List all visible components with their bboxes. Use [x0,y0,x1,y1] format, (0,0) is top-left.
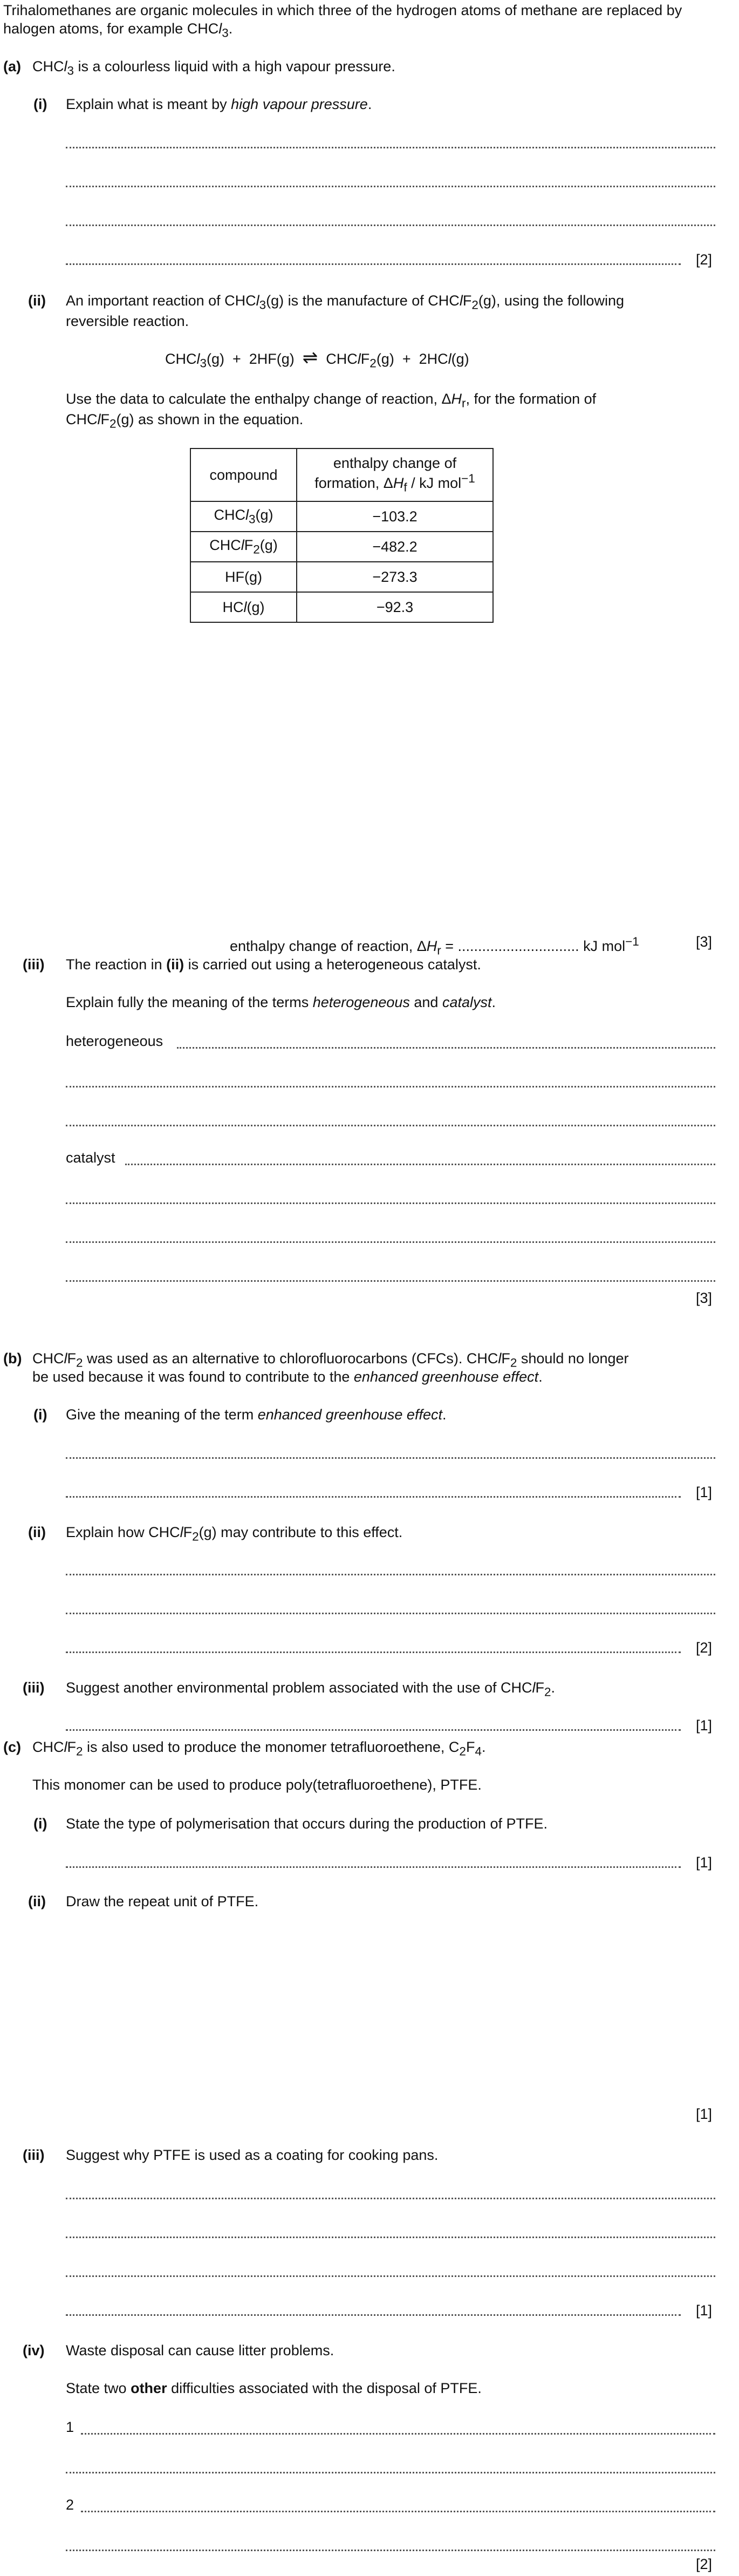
part-a-iii-question-line2: Explain fully the meaning of the terms heterogeneous and catalyst. [66,994,496,1010]
answer-line[interactable] [81,2511,715,2512]
mark-allocation: [1] [696,1854,713,1871]
answer-line[interactable] [66,2198,715,2199]
answer-line[interactable] [66,1125,715,1126]
enthalpy-answer-line[interactable]: enthalpy change of reaction, $\Delta H_r$ = .............................. kJ mol$^{-1}$ [230,935,639,957]
equilibrium-arrow-icon: ⇌ [302,348,318,368]
part-b-i-label: (i) [33,1406,47,1423]
table-header-compound: compound [190,448,297,501]
drawing-space[interactable] [66,1921,692,2099]
answer-line[interactable] [66,2550,715,2551]
table-row [190,501,493,532]
answer-line[interactable] [66,2314,681,2316]
part-a-ii-question-line1: An important reaction of CHCl$_3$(g) is the manufacture of CHClF$_2$(g), using the following [66,293,624,312]
answer-line[interactable] [66,225,715,226]
answer-line[interactable] [66,2275,715,2277]
answer-line[interactable] [66,186,715,187]
answer-line[interactable] [66,1202,715,1204]
table-row [190,532,493,562]
compound-cell: HF(g) [190,562,297,592]
part-b-iii-question: Suggest another environmental problem associated with the use of CHClF$_2$. [66,1680,556,1699]
part-c-stem-line2: This monomer can be used to produce poly(tetrafluoroethene), PTFE. [32,1777,482,1793]
answer-line[interactable] [66,1457,715,1459]
part-a-iii-label: (iii) [23,956,45,973]
mark-allocation: [3] [696,934,713,950]
part-c-i-question: State the type of polymerisation that occurs during the production of PTFE. [66,1816,548,1832]
part-b-ii-question: Explain how CHClF$_2$(g) may contribute to this effect. [66,1524,403,1544]
enthalpy-data-table [190,448,494,623]
part-a-ii-question-line2: reversible reaction. [66,313,189,329]
part-c-label: (c) [3,1739,21,1755]
part-c-ii-question: Draw the repeat unit of PTFE. [66,1893,259,1909]
answer-line[interactable] [66,1574,715,1575]
mark-allocation: [1] [696,2106,713,2122]
answer-line[interactable] [66,1729,681,1731]
table-row [190,562,493,592]
intro-text: Trihalomethanes are organic molecules in which three of the hydrogen atoms of methane are replaced by halogen atoms, for example CHCl$_3$. [3,2,682,40]
part-c-iii-label: (iii) [23,2147,45,2163]
mark-allocation: [2] [696,252,713,268]
answer-line[interactable] [66,1866,681,1868]
answer-line[interactable] [81,2433,715,2435]
part-b-stem-line2: be used because it was found to contribute to the enhanced greenhouse effect. [32,1369,543,1385]
part-a-stem: CHCl$_3$ is a colourless liquid with a high vapour pressure. [32,58,395,78]
part-b-i-question: Give the meaning of the term enhanced greenhouse effect. [66,1406,447,1423]
part-c-i-label: (i) [33,1816,47,1832]
part-c-ii-label: (ii) [28,1893,46,1909]
mark-allocation: [3] [696,1290,713,1306]
mark-allocation: [1] [696,2302,713,2319]
enthalpy-cell: −273.3 [297,562,493,592]
answer-line[interactable] [66,1651,681,1653]
part-a-i-question: Explain what is meant by high vapour pressure. [66,96,372,112]
answer-line[interactable] [125,1164,715,1165]
answer-line[interactable] [66,1613,715,1614]
answer-number-1: 1 [66,2419,74,2435]
answer-line[interactable] [66,1086,715,1088]
answer-line[interactable] [66,1241,715,1243]
enthalpy-cell: −103.2 [297,501,493,532]
part-a-label: (a) [3,58,21,74]
mark-allocation: [2] [696,1640,713,1656]
part-a-ii-label: (ii) [28,293,46,309]
part-c-iv-question-line2: State two other difficulties associated with the disposal of PTFE. [66,2380,482,2396]
part-b-stem-line1: CHClF$_2$ was used as an alternative to chlorofluorocarbons (CFCs). CHClF$_2$ should no longer [32,1350,629,1370]
answer-line[interactable] [66,263,681,265]
part-a-iii-question-line1: The reaction in (ii) is carried out using a heterogeneous catalyst. [66,956,481,973]
mark-allocation: [2] [696,2556,713,2572]
part-c-stem-line1: CHClF$_2$ is also used to produce the monomer tetrafluoroethene, $C_2F_4$. [32,1739,486,1758]
answer-line[interactable] [177,1047,715,1049]
part-c-iii-question: Suggest why PTFE is used as a coating for cooking pans. [66,2147,439,2163]
part-a-ii-question-line4: CHClF$_2$(g) as shown in the equation. [66,411,304,431]
part-a-ii-question-line3: Use the data to calculate the enthalpy change of reaction, $\Delta H_r$, for the formation of [66,391,597,410]
answer-line[interactable] [66,1280,715,1282]
part-b-iii-label: (iii) [23,1680,45,1696]
term-catalyst-label: catalyst [66,1150,115,1166]
mark-allocation: [1] [696,1484,713,1500]
part-c-iv-question-line1: Waste disposal can cause litter problems. [66,2342,334,2358]
part-a-i-label: (i) [33,96,47,112]
compound-cell: CHCl$_3$(g) [190,501,297,532]
answer-line[interactable] [66,2237,715,2238]
answer-line[interactable] [66,2472,715,2473]
answer-number-2: 2 [66,2497,74,2513]
part-b-ii-label: (ii) [28,1524,46,1540]
answer-line[interactable] [66,147,715,148]
table-row [190,592,493,622]
table-header-enthalpy: enthalpy change of formation, $\Delta H_f$ / kJ mol$^{-1}$ [297,448,493,501]
part-c-iv-label: (iv) [23,2342,45,2358]
enthalpy-cell: −482.2 [297,532,493,562]
compound-cell: CHClF$_2$(g) [190,532,297,562]
enthalpy-cell: −92.3 [297,592,493,622]
term-heterogeneous-label: heterogeneous [66,1033,163,1049]
part-b-label: (b) [3,1350,22,1367]
answer-line[interactable] [66,1496,681,1498]
mark-allocation: [1] [696,1717,713,1734]
compound-cell: HCl(g) [190,592,297,622]
reaction-equation: CHCl$_3$(g) + 2HF(g) ⇌ CHClF$_2$(g) + 2HCl(g) [165,348,469,370]
